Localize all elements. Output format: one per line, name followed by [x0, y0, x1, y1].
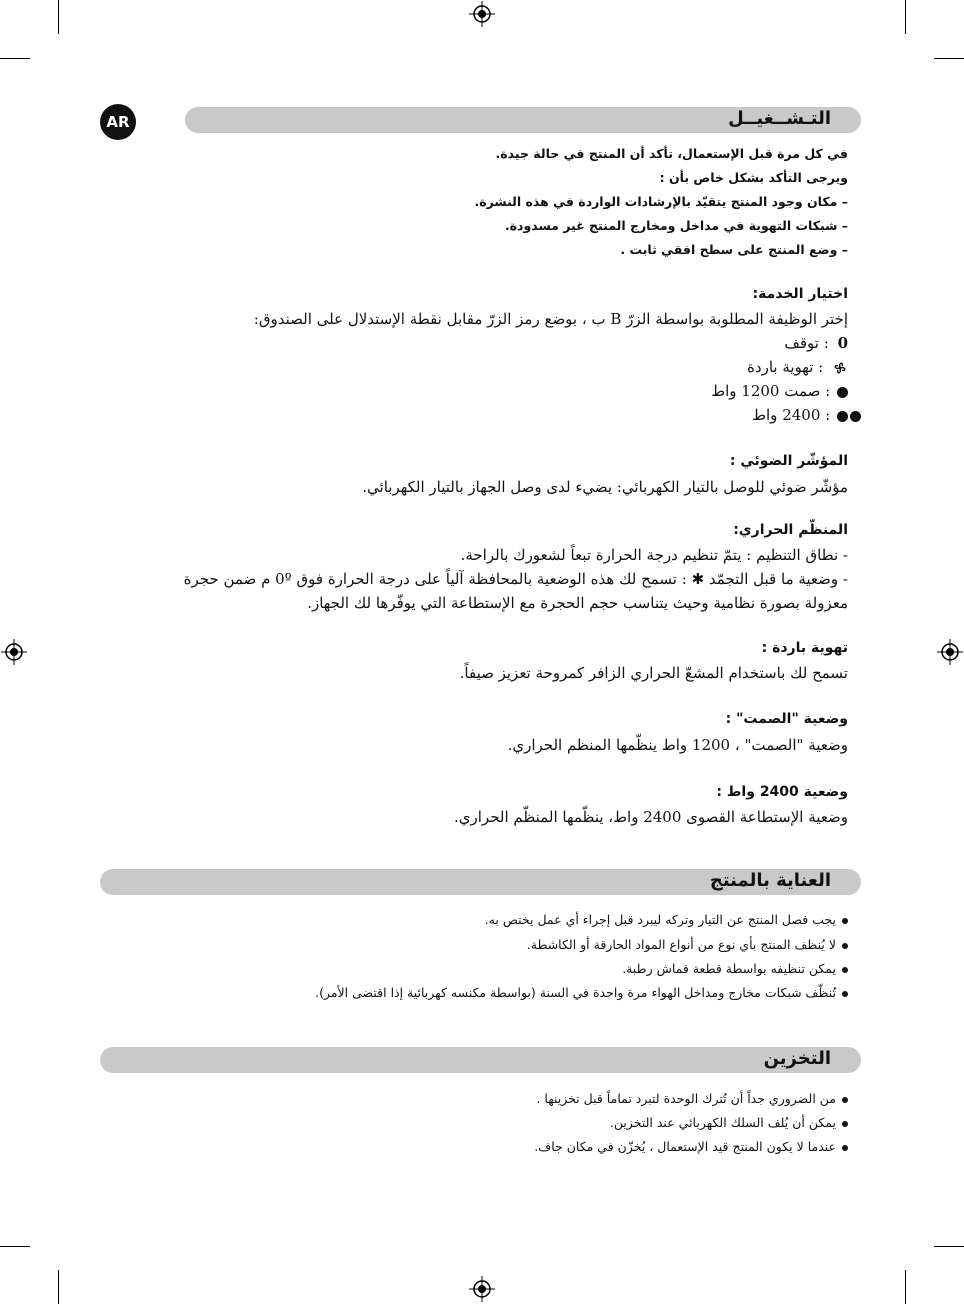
list-item — [527, 937, 848, 952]
silent-heading: وضعية "الصمت" : — [725, 711, 848, 727]
list-item-text: من الضروري جداً أن تُترك الوحدة لتبرد تماماً قبل تخزينها . — [536, 1091, 836, 1106]
section-title: التخزين — [763, 1048, 831, 1069]
cool-text: تسمح لك باستخدام المشعّ الحراري الزافر كمروحة تعزيز صيفاً. — [459, 664, 848, 682]
crop-mark — [934, 58, 964, 59]
intro-line: في كل مرة قبل الإستعمال، تأكد أن المنتج في حالة جيدة. — [495, 146, 848, 161]
list-item-text: عندما لا يكون المنتج قيد الإستعمال ، يُخزّن في مكان جاف. — [534, 1139, 836, 1154]
crop-mark — [0, 58, 30, 59]
crop-mark — [905, 0, 906, 34]
list-item-text: يمكن أن يُلف السلك الكهربائي عند التخزين. — [609, 1115, 836, 1130]
list-item — [534, 1139, 848, 1154]
thermostat-heading: المنظّم الحراري: — [733, 522, 848, 538]
max-heading: وضعية 2400 واط : — [716, 784, 848, 800]
section-title: العناية بالمنتج — [709, 870, 831, 891]
list-item — [610, 1115, 848, 1130]
mode-label: : تهوية باردة — [747, 358, 824, 376]
two-dots-icon-part — [837, 411, 848, 422]
bullet-icon — [842, 943, 848, 949]
section-header-storage — [100, 1047, 861, 1073]
intro-line: ويرجى التأكد بشكل خاص بأن : — [659, 170, 848, 185]
two-dots-icon — [850, 411, 861, 422]
indicator-text: مؤشّر ضوئي للوصل بالتيار الكهربائي: يضيء لدى وصل الجهاز بالتيار الكهربائي. — [362, 478, 848, 496]
mode-label: : توقف — [784, 334, 829, 352]
registration-mark-icon — [469, 1, 495, 27]
one-dot-icon — [837, 387, 848, 398]
bullet-icon — [842, 1097, 848, 1103]
mode-fan — [747, 358, 848, 376]
thermostat-line: - نطاق التنظيم : يتمّ تنظيم درجة الحرارة تبعاً لشعورك بالراحة. — [460, 546, 848, 564]
mode-max — [752, 406, 861, 424]
mode-off-icon: 0 — [837, 334, 848, 352]
bullet-icon — [842, 1121, 848, 1127]
registration-mark-icon — [937, 639, 963, 665]
intro-line: – مكان وجود المنتج يتقيّد بالإرشادات الواردة في هذه النشرة. — [474, 194, 848, 209]
list-item-text: تُنظّف شبكات مخارج ومداخل الهواء مرة واحدة في السنة (بواسطة مكنسه كهربائية إذا اقتضى الأمر). — [315, 985, 836, 1000]
crop-mark — [934, 1246, 964, 1247]
max-text: وضعية الإستطاعة القصوى 2400 واط، ينظّمها المنظّم الحراري. — [454, 808, 848, 826]
section-header-care — [100, 869, 861, 895]
bullet-icon — [842, 1145, 848, 1151]
mode-label: : 2400 واط — [752, 406, 831, 424]
language-badge: AR — [100, 104, 136, 140]
fan-icon — [832, 360, 848, 376]
list-item-text: يمكن تنظيفه بواسطة قطعة قماش رطبة. — [622, 961, 836, 976]
service-text: إختر الوظيفة المطلوبة بواسطة الزرّ B ب ، بوضع رمز الزرّ مقابل نقطة الإستدلال على الصندوق: — [253, 310, 848, 328]
crop-mark — [58, 1270, 59, 1304]
mode-label: : صمت 1200 واط — [711, 382, 831, 400]
mode-off — [784, 334, 848, 352]
silent-text: وضعية "الصمت" ، 1200 واط ينظّمها المنظم الحراري. — [507, 736, 848, 754]
registration-mark-icon — [1, 639, 27, 665]
intro-line: – وضع المنتج على سطح افقي ثابت . — [620, 242, 848, 257]
bullet-icon — [842, 918, 848, 924]
section-header-operation — [185, 107, 861, 133]
registration-mark-icon — [469, 1276, 495, 1302]
service-heading: اختيار الخدمة: — [752, 286, 848, 302]
list-item — [622, 961, 848, 976]
list-item — [485, 912, 848, 927]
list-item-text: لا يُنظف المنتج بأي نوع من أنواع المواد الحارقة أو الكاشطة. — [526, 937, 836, 952]
list-item — [536, 1091, 848, 1106]
crop-mark — [0, 1246, 30, 1247]
indicator-heading: المؤشّر الضوئي : — [729, 453, 848, 469]
bullet-icon — [842, 967, 848, 973]
cool-heading: تهوية باردة : — [761, 640, 848, 656]
crop-mark — [905, 1270, 906, 1304]
thermostat-line: معزولة بصورة نظامية وحيث يتناسب حجم الحجرة مع الإستطاعة التي يوفّرها لك الجهاز. — [307, 594, 848, 612]
list-item — [315, 985, 848, 1000]
intro-line: – شبكات التهوية في مداخل ومخارج المنتج غير مسدودة. — [504, 218, 848, 233]
mode-silent — [711, 382, 848, 400]
crop-mark — [58, 0, 59, 34]
bullet-icon — [842, 991, 848, 997]
list-item-text: يجب فصل المنتج عن التيار وتركه ليبرد قبل إجراء أي عمل يختص به. — [484, 912, 836, 927]
thermostat-line: - وضعية ما قبل التجمّد ✱ : تسمح لك هذه الوضعية بالمحافظة آلياً على درجة الحرارة فوق 0º م ضمن حجرة — [183, 570, 848, 588]
section-title: التـشــغيــل — [728, 108, 831, 129]
